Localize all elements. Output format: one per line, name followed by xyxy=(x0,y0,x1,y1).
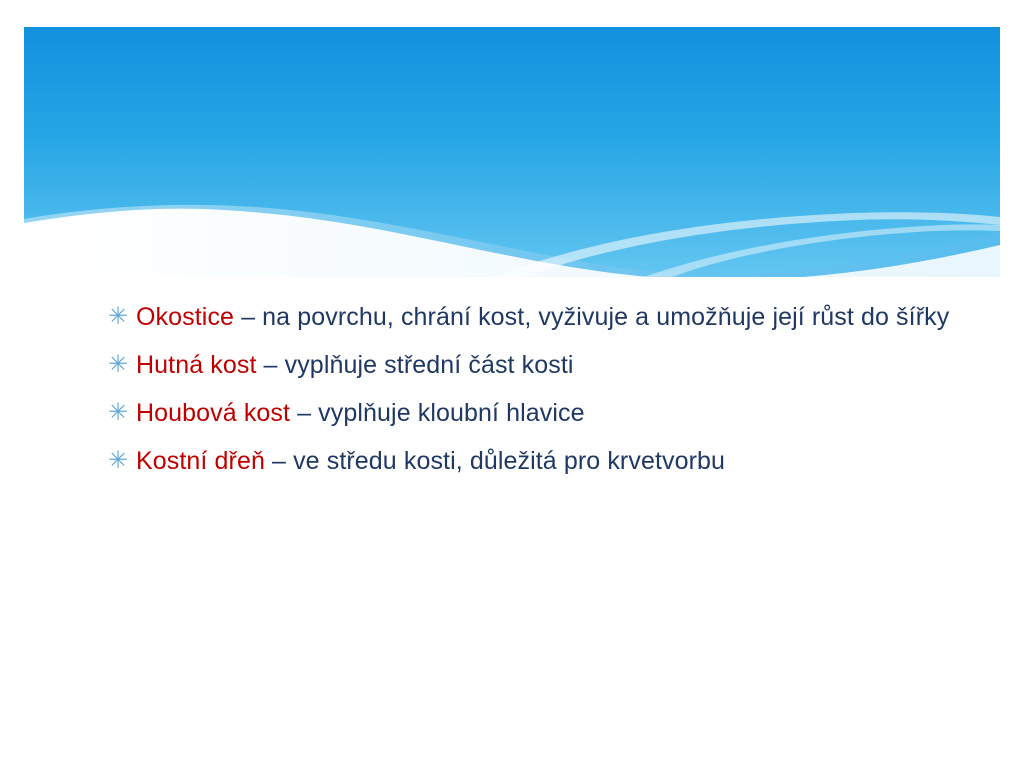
bullet-term: Hutná kost xyxy=(136,351,257,379)
bullet-text xyxy=(136,348,960,382)
bullet-text xyxy=(136,444,960,478)
decorative-blue-wave-banner xyxy=(24,27,1000,277)
bullet-description: – ve středu kosti, důležitá pro krvetvorbu xyxy=(264,447,726,475)
bullet-description: – na povrchu, chrání kost, vyživuje a umožňuje její růst do šířky xyxy=(234,303,950,331)
asterisk-bullet-icon: ✳ xyxy=(108,399,129,426)
list-item xyxy=(100,348,960,382)
asterisk-bullet-icon: ✳ xyxy=(108,303,129,330)
bullet-term: Kostní dřeň xyxy=(136,447,265,475)
list-item xyxy=(100,300,960,334)
bullet-term: Houbová kost xyxy=(136,399,291,427)
asterisk-bullet-icon: ✳ xyxy=(108,351,129,378)
bullet-description: – vyplňuje kloubní hlavice xyxy=(290,399,585,427)
bullet-term: Okostice xyxy=(136,303,235,331)
list-item xyxy=(100,396,960,430)
asterisk-bullet-icon: ✳ xyxy=(108,447,129,474)
bullet-text xyxy=(136,300,960,334)
bullet-list xyxy=(100,300,960,492)
bullet-text xyxy=(136,396,960,430)
bullet-description: – vyplňuje střední část kosti xyxy=(256,351,574,379)
list-item xyxy=(100,444,960,478)
